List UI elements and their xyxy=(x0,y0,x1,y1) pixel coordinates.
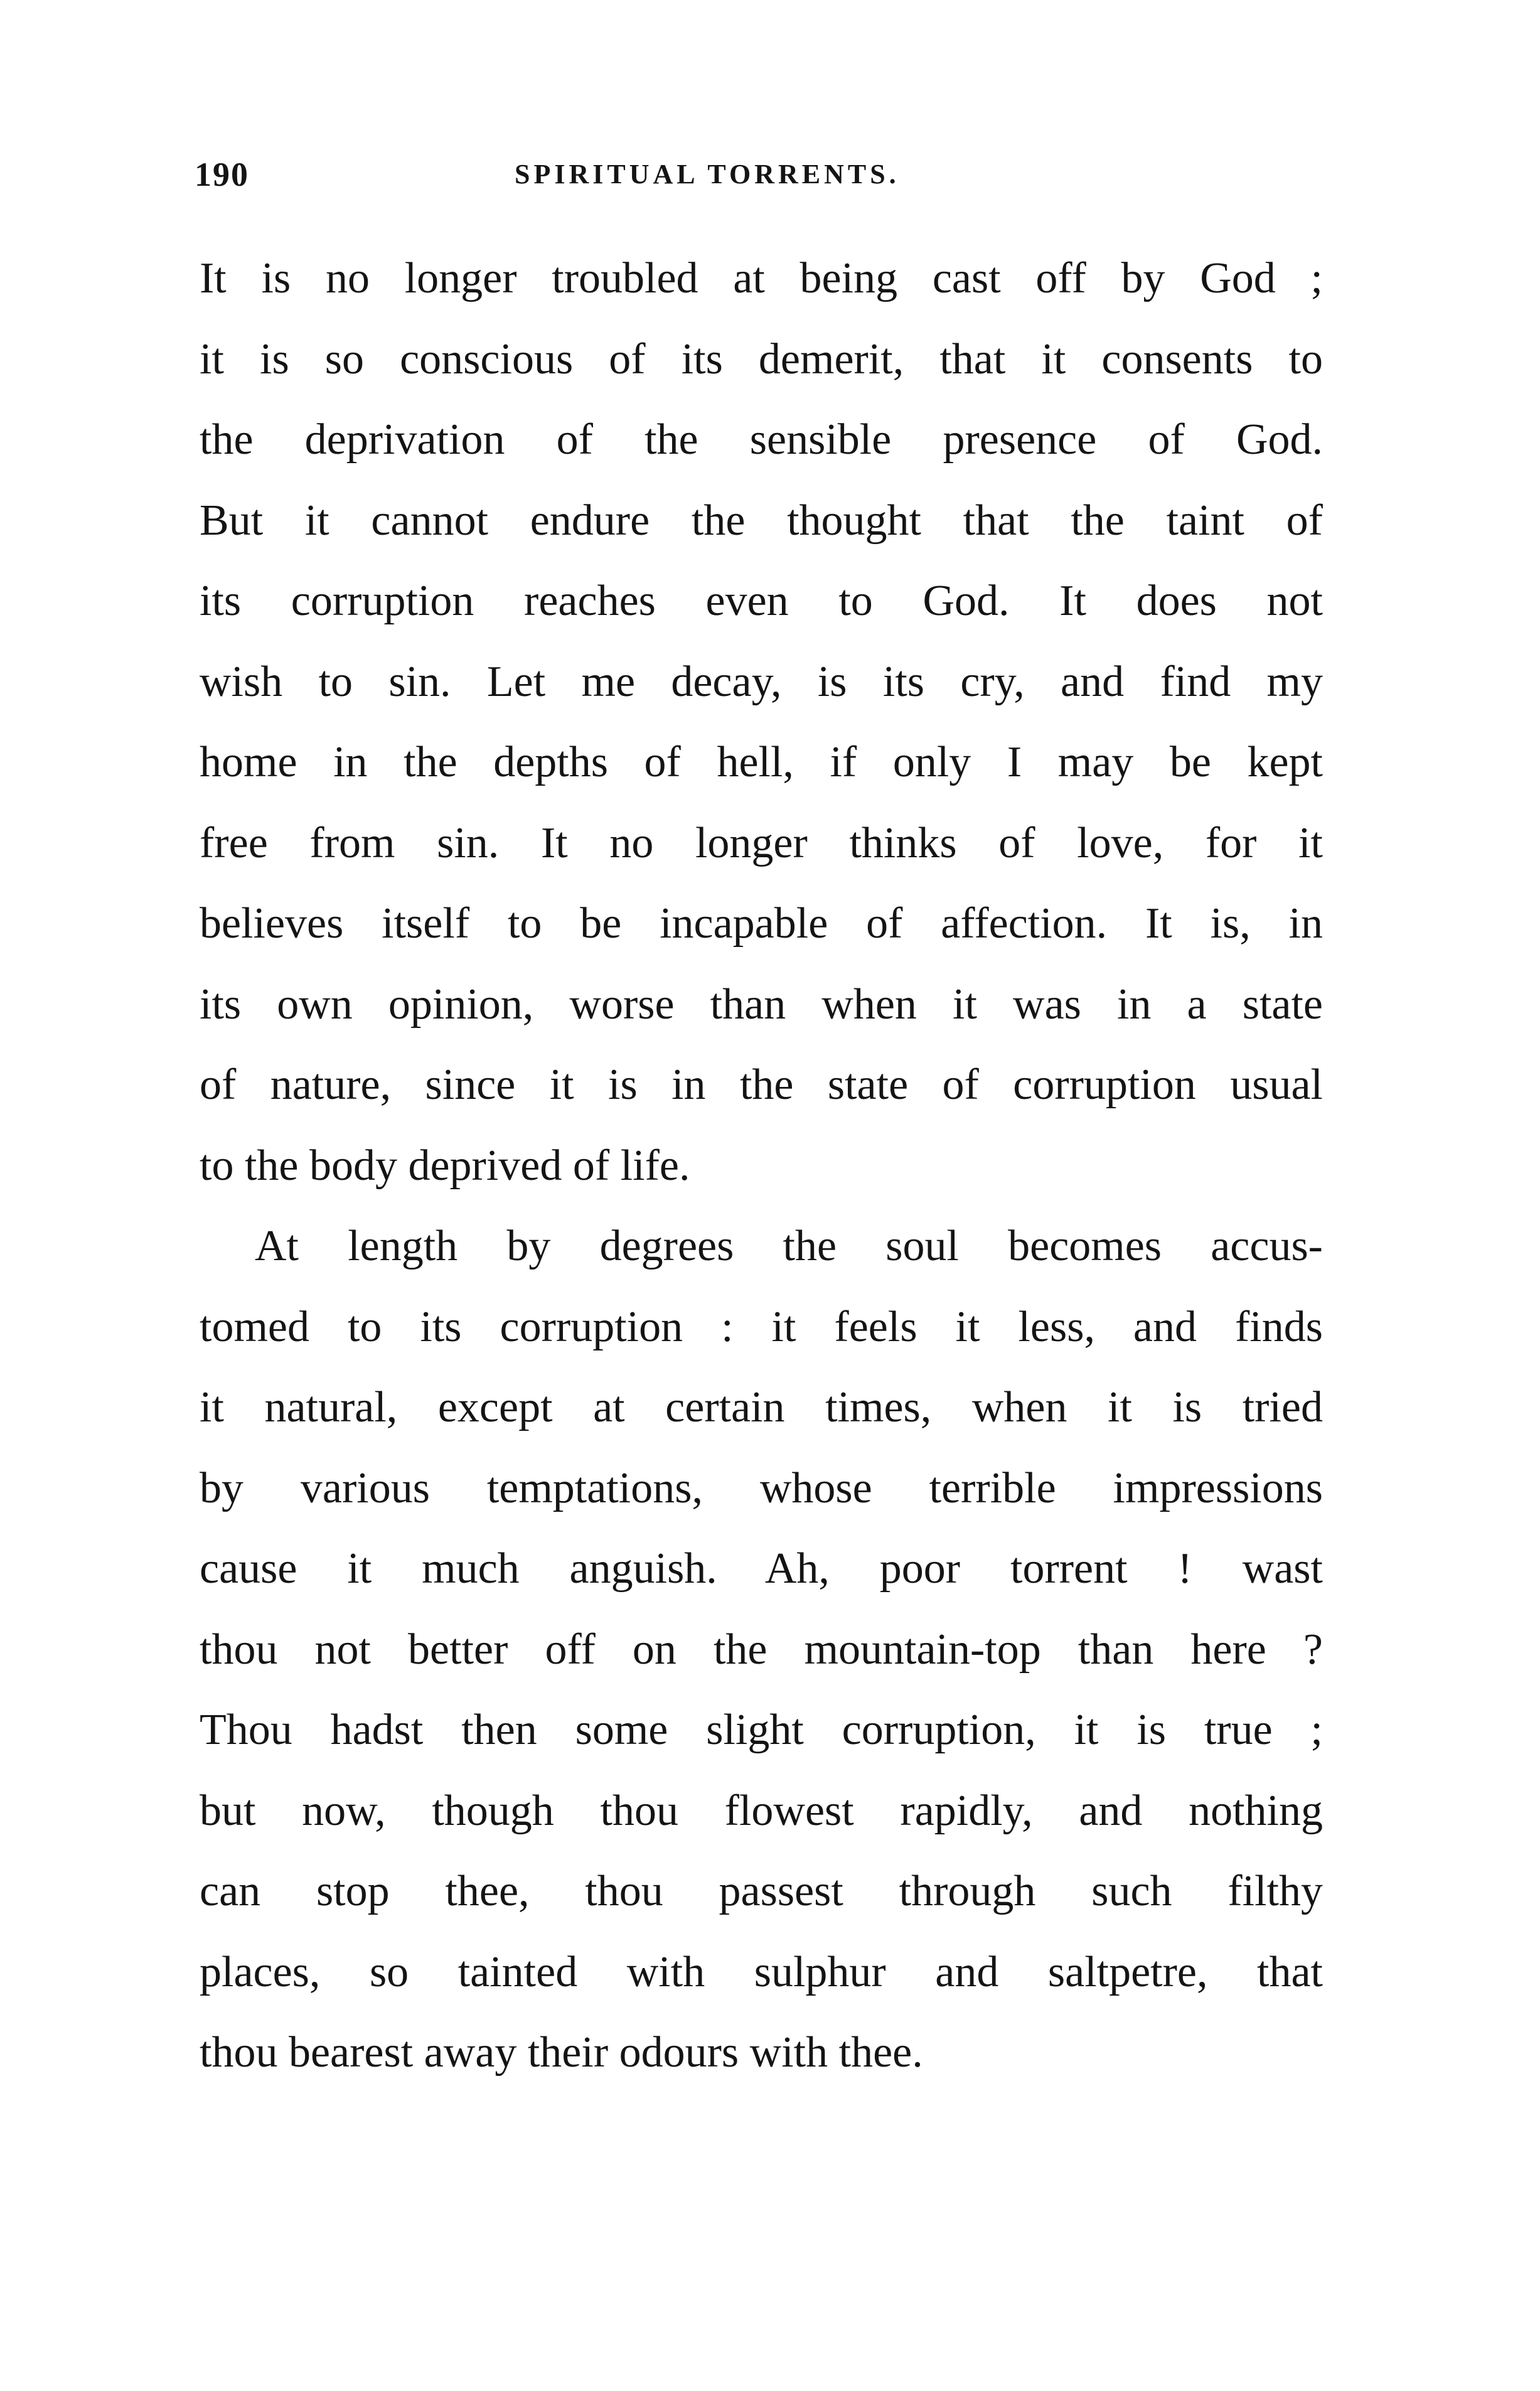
text-line: of nature, since it is in the state of corruption usual xyxy=(200,1061,1323,1109)
paragraph xyxy=(200,238,1323,1206)
text-line: it is so conscious of its demerit, that it consents to xyxy=(200,334,1323,383)
text-line: can stop thee, thou passest through such filthy xyxy=(200,1867,1323,1915)
text-line: home in the depths of hell, if only I may be kept xyxy=(200,738,1323,786)
text-line: its own opinion, worse than when it was in a state xyxy=(200,980,1323,1029)
text-line: Thou hadst then some slight corruption, it is true ; xyxy=(200,1706,1323,1754)
text-line: thou not better off on the mountain-top than here ? xyxy=(200,1625,1323,1674)
text-line: cause it much anguish. Ah, poor torrent ! wast xyxy=(200,1544,1323,1593)
text-line: At length by degrees the soul becomes accus- xyxy=(255,1222,1323,1270)
page-number: 190 xyxy=(195,156,249,193)
text-line: believes itself to be incapable of affection. It is, in xyxy=(200,899,1323,948)
text-line: by various temptations, whose terrible impressions xyxy=(200,1463,1323,1512)
running-title: SPIRITUAL TORRENTS. xyxy=(515,159,900,190)
text-line: its corruption reaches even to God. It does not xyxy=(200,577,1323,625)
text-line: tomed to its corruption : it feels it less, and finds xyxy=(200,1302,1323,1351)
text-line: It is no longer troubled at being cast off by God ; xyxy=(200,254,1323,302)
text-line: free from sin. It no longer thinks of love, for it xyxy=(200,818,1323,867)
text-line: But it cannot endure the thought that the taint of xyxy=(200,496,1323,545)
text-line: places, so tainted with sulphur and saltpetre, that xyxy=(200,1947,1323,1996)
text-line: but now, though thou flowest rapidly, and nothing xyxy=(200,1786,1323,1835)
paragraph xyxy=(200,1206,1323,2094)
text-line: the deprivation of the sensible presence of God. xyxy=(200,415,1323,464)
text-line: wish to sin. Let me decay, is its cry, and find my xyxy=(200,657,1323,706)
text-line: thou bearest away their odours with thee. xyxy=(200,2028,923,2077)
text-line: to the body deprived of life. xyxy=(200,1141,690,1190)
text-line: it natural, except at certain times, when it is tried xyxy=(200,1383,1323,1431)
body-text xyxy=(200,238,1323,2094)
running-head xyxy=(195,149,1324,200)
